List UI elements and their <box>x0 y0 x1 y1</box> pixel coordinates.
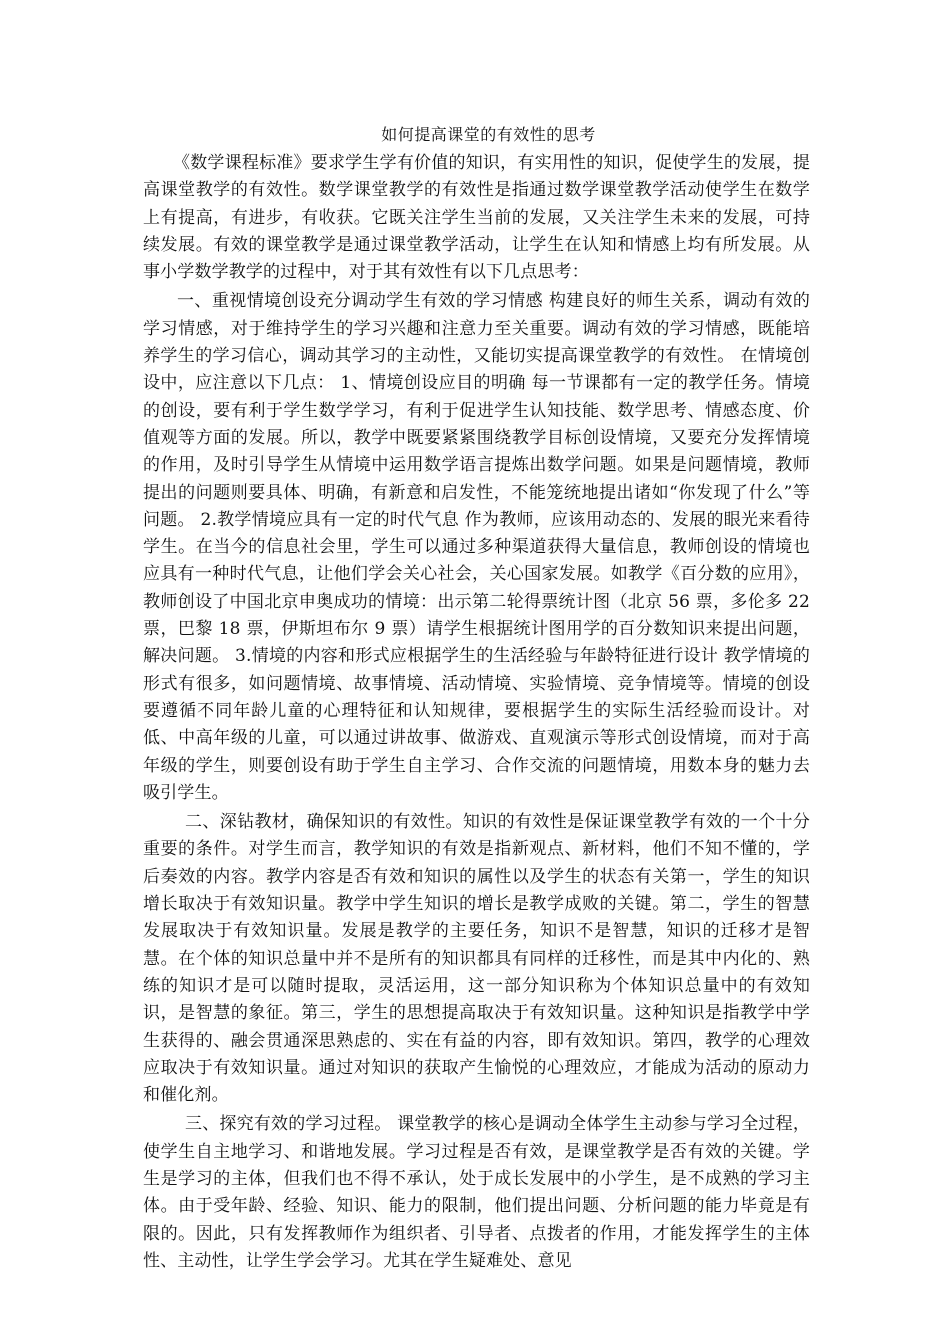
document-page <box>143 123 810 1277</box>
paragraph-section-3: 三、探究有效的学习过程。 课堂教学的核心是调动全体学生主动参与学习全过程，使学生自主地学习、和谐地发展。学习过程是否有效，是课堂教学是否有效的关键。学生是学习的主体，但我们也不得不承认，处于成长发展中的小学生，是不成熟的学习主体。由于受年龄、经验、知识、能力的限制，他们提出问题、分析问题的能力毕竟是有限的。因此，只有发挥教师作为组织者、引导者、点拨者的作用，才能发挥学生的主体性、主动性，让学生学会学习。尤其在学生疑难处、意见 <box>143 1114 810 1271</box>
paragraph-intro: 《数学课程标准》要求学生学有价值的知识，有实用性的知识，促使学生的发展，提高课堂教学的有效性。数学课堂教学的有效性是指通过数学课堂教学活动使学生在数学上有提高，有进步，有收获。它既关注学生当前的发展，又关注学生未来的发展，可持续发展。有效的课堂教学是通过课堂教学活动，让学生在认知和情感上均有所发展。从事小学数学教学的过程中，对于其有效性有以下几点思考： <box>143 153 810 283</box>
document-title: 如何提高课堂的有效性的思考 <box>381 125 596 144</box>
paragraph-section-1: 一、重视情境创设充分调动学生有效的学习情感 构建良好的师生关系，调动有效的学习情感，对于维持学生的学习兴趣和注意力至关重要。调动有效的学习情感，既能培养学生的学习信心，调动其学习的主动性，又能切实提高课堂教学的有效性。 在情境创设中，应注意以下几点： 1、情境创设应目的明确 每一节课都有一定的教学任务。情境的创设，要有利于学生数学学习，有利于促进学生认知技能、数学思考、情感态度、价值观等方面的发展。所以，教学中既要紧紧围绕教学目标创设情境，又要充分发挥情境的作用，及时引导学生从情境中运用数学语言提炼出数学问题。如果是问题情境，教师提出的问题则要具体、明确，有新意和启发性，不能笼统地提出诸如“你发现了什么”等问题。 2.教学情境应具有一定的时代气息 作为教师，应该用动态的、发展的眼光来看待学生。在当今的信息社会里，学生可以通过多种渠道获得大量信息，教师创设的情境也应具有一种时代气息，让他们学会关心社会，关心国家发展。如教学《百分数的应用》，教师创设了中国北京申奥成功的情境：出示第二轮得票统计图（北京 56 票，多伦多 22 票，巴黎 18 票，伊斯坦布尔 9 票）请学生根据统计图用学的百分数知识来提出问题，解决问题。 3.情境的内容和形式应根据学生的生活经验与年龄特征进行设计 教学情境的形式有很多，如问题情境、故事情境、活动情境、实验情境、竞争情境等。情境的创设要遵循不同年龄儿童的心理特征和认知规律，要根据学生的实际生活经验而设计。对低、中高年级的儿童，可以通过讲故事、做游戏、直观演示等形式创设情境，而对于高年级的学生，则要创设有助于学生自主学习、合作交流的问题情境，用数本身的魅力去吸引学生。 <box>143 291 810 803</box>
paragraph-section-2: 二、深钻教材，确保知识的有效性。知识的有效性是保证课堂教学有效的一个十分重要的条件。对学生而言，教学知识的有效是指新观点、新材料，他们不知不懂的，学后奏效的内容。教学内容是否有效和知识的属性以及学生的状态有关第一，学生的知识增长取决于有效知识量。教学中学生知识的增长是教学成败的关键。第二，学生的智慧发展取决于有效知识量。发展是教学的主要任务，知识不是智慧，知识的迁移才是智慧。在个体的知识总量中并不是所有的知识都具有同样的迁移性，而是其中内化的、熟练的知识才是可以随时提取，灵活运用，这一部分知识称为个体知识总量中的有效知识，是智慧的象征。第三，学生的思想提高取决于有效知识量。这种知识是指教学中学生获得的、融会贯通深思熟虑的、实在有益的内容，即有效知识。第四，教学的心理效应取决于有效知识量。通过对知识的获取产生愉悦的心理效应，才能成为活动的原动力和催化剂。 <box>143 812 810 1106</box>
